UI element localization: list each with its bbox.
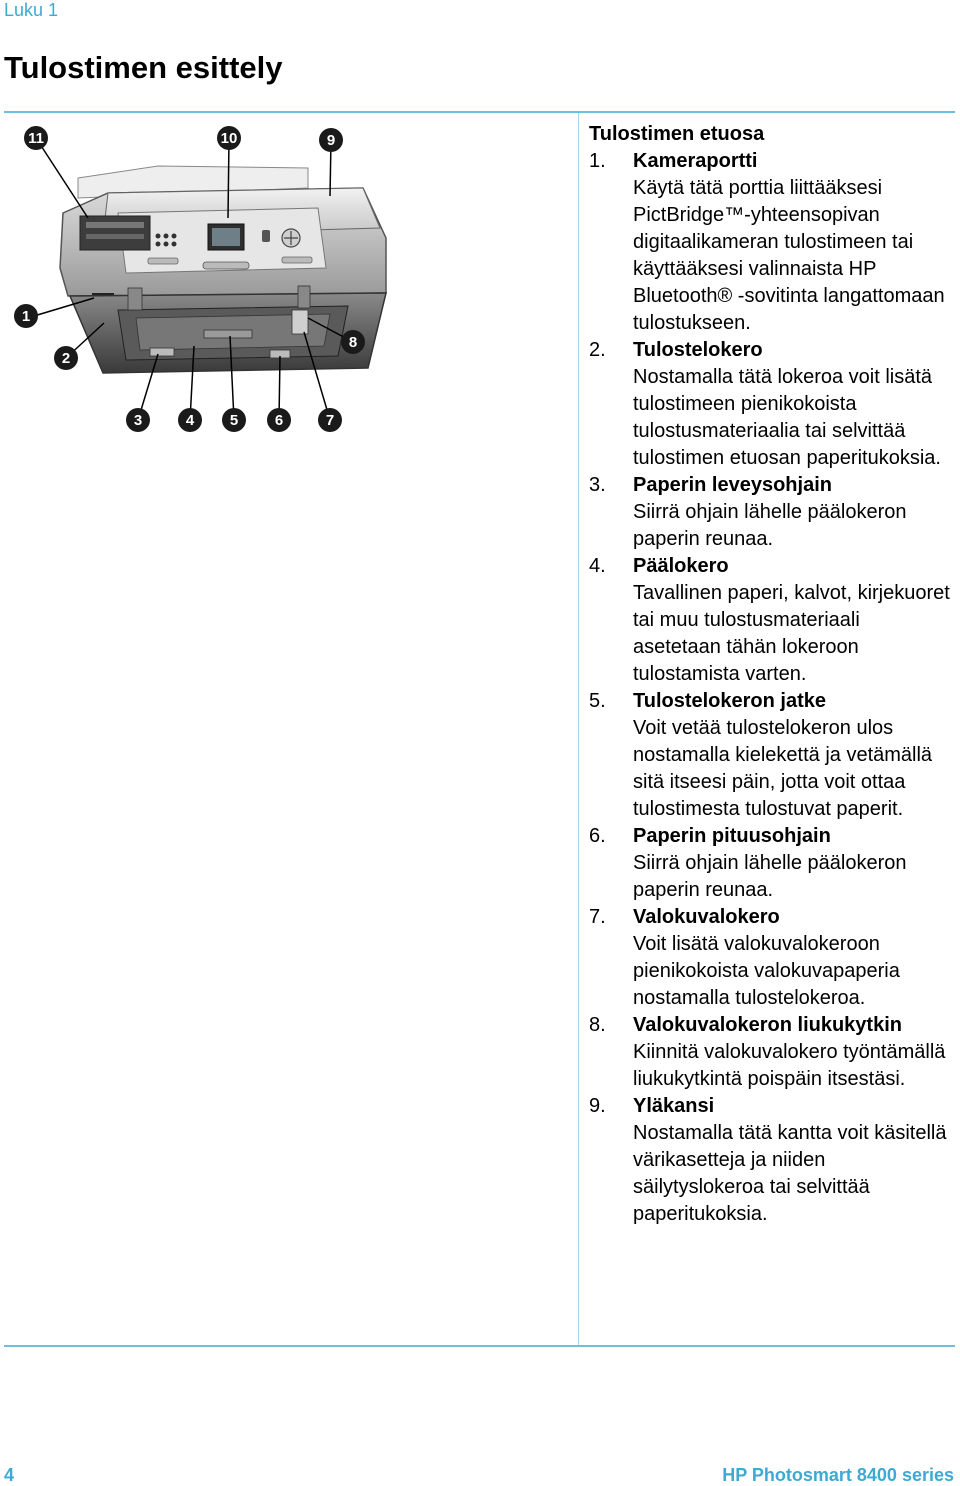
item-title: Tulostelokeron jatke <box>633 690 827 712</box>
svg-text:9: 9 <box>326 132 336 149</box>
chapter-label: Luku 1 <box>4 0 59 20</box>
item-description: Kiinnitä valokuvalokero työntämällä liukukytkintä poispäin itsestäsi. <box>633 1041 946 1090</box>
callout-5 <box>222 408 246 432</box>
item-title: Kameraportti <box>633 150 758 172</box>
list-item <box>589 1093 951 1228</box>
item-number: 1. <box>589 150 606 172</box>
svg-text:2: 2 <box>61 350 71 367</box>
callout-9 <box>319 128 343 152</box>
list-item <box>589 904 951 1012</box>
list-item <box>589 472 951 553</box>
item-number: 9. <box>589 1095 606 1117</box>
item-title: Tulostelokero <box>633 339 763 361</box>
header-rule <box>4 111 955 113</box>
printer-figure <box>8 118 568 448</box>
item-description: Tavallinen paperi, kalvot, kirjekuoret tai muu tulostusmateriaali asetetaan tähän lokeroon tulostamista varten. <box>633 582 950 685</box>
item-description: Siirrä ohjain lähelle päälokeron paperin reunaa. <box>633 501 907 550</box>
svg-text:8: 8 <box>348 334 358 351</box>
item-title: Päälokero <box>633 555 729 577</box>
callout-10 <box>217 126 241 150</box>
item-number: 2. <box>589 339 606 361</box>
svg-text:4: 4 <box>185 412 195 429</box>
svg-text:1: 1 <box>21 308 31 325</box>
callout-7 <box>318 408 342 432</box>
item-number: 5. <box>589 690 606 712</box>
item-number: 8. <box>589 1014 606 1036</box>
item-description: Voit vetää tulostelokeron ulos nostamalla kielekettä ja vetämällä sitä itseesi päin, jotta voit ottaa tulostimesta tulostuvat paperit. <box>633 717 933 820</box>
callout-1 <box>14 304 38 328</box>
callout-11 <box>24 126 48 150</box>
callout-6 <box>267 408 291 432</box>
callout-2 <box>54 346 78 370</box>
svg-text:6: 6 <box>274 412 284 429</box>
footer-rule <box>4 1345 955 1347</box>
item-description: Nostamalla tätä lokeroa voit lisätä tulostimeen pienikokoista tulostusmateriaalia tai selvittää tulostimen etuosan paperitukoksia. <box>633 366 941 469</box>
item-title: Paperin leveysohjain <box>633 474 832 496</box>
svg-text:3: 3 <box>133 412 143 429</box>
product-name: HP Photosmart 8400 series <box>722 1465 954 1485</box>
list-item <box>589 823 951 904</box>
list-item <box>589 553 951 688</box>
page-number: 4 <box>4 1465 15 1485</box>
item-number: 3. <box>589 474 606 496</box>
callout-8 <box>341 330 365 354</box>
item-title: Valokuvalokero <box>633 906 780 928</box>
item-number: 6. <box>589 825 606 847</box>
section-heading: Tulostimen etuosa <box>589 123 765 145</box>
item-description: Käytä tätä porttia liittääksesi PictBridge™-yhteensopivan digitaalikameran tulostimeen tai käyttääksesi valinnaista HP Bluetooth® -sovitinta langattomaan tulostukseen. <box>633 177 945 334</box>
page-title: Tulostimen esittely <box>4 50 283 85</box>
list-item <box>589 148 951 337</box>
item-description: Nostamalla tätä kantta voit käsitellä värikasetteja ja niiden säilytyslokeroa tai selvittää paperitukoksia. <box>633 1122 947 1225</box>
item-title: Paperin pituusohjain <box>633 825 831 847</box>
svg-text:7: 7 <box>325 412 335 429</box>
callout-3 <box>126 408 150 432</box>
item-number: 7. <box>589 906 606 928</box>
parts-description-column <box>589 121 951 1228</box>
item-number: 4. <box>589 555 606 577</box>
svg-text:5: 5 <box>229 412 239 429</box>
list-item <box>589 688 951 823</box>
item-title: Yläkansi <box>633 1095 715 1117</box>
svg-text:11: 11 <box>28 130 44 147</box>
item-description: Siirrä ohjain lähelle päälokeron paperin reunaa. <box>633 852 907 901</box>
callout-4 <box>178 408 202 432</box>
column-divider <box>578 113 579 1345</box>
item-description: Voit lisätä valokuvalokeroon pienikokoista valokuvapaperia nostamalla tulostelokeroa. <box>633 933 900 1009</box>
svg-text:10: 10 <box>220 130 238 147</box>
list-item <box>589 1012 951 1093</box>
list-item <box>589 337 951 472</box>
item-title: Valokuvalokeron liukukytkin <box>633 1014 902 1036</box>
